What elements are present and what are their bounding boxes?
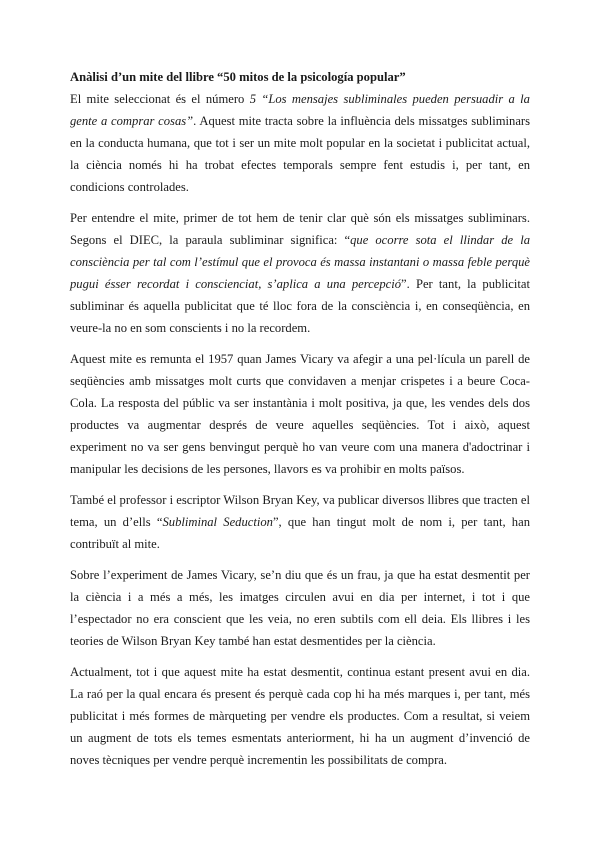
paragraph-2 xyxy=(70,207,530,339)
document-page xyxy=(70,66,530,780)
text: Actualment, tot i que aquest mite ha estat desmentit, continua estant present avui en dia. La raó per la qual encara és present és perquè cada cop hi ha més marques i, per tant, més publicitat i més formes de màrqueting per vendre els productes. Com a resultat, si veiem un augment de tots els temes esmentats anteriorment, hi ha un augment d’invenció de noves tècniques per vendre perquè incrementin les possibilitats de compra. xyxy=(70,665,530,767)
text: Sobre l’experiment de James Vicary, se’n diu que és un frau, ja que ha estat desmentit per la ciència i a més a més, les imatges circulen avui en dia per internet, i tot i que l’espectador no era conscient que les veia, no eren subtils com ell deia. Els llibres i les teories de Wilson Bryan Key també han estat desmentides per la ciència. xyxy=(70,568,530,648)
text: ”. Per tant, la publicitat subliminar és aquella publicitat que té lloc fora de la consciència i, en conseqüència, en veure-la no en som conscients i no la recordem. xyxy=(70,277,530,335)
text: També el professor i escriptor Wilson Bryan Key, va publicar diversos llibres que tracten el tema, un d’ells “ xyxy=(70,493,530,529)
definition-italic: que ocorre sota el llindar de la consciència per tal com l’estímul que el provoca és massa instantani o massa feble perquè pugui ésser recordat i conscienciat, s’aplica a una percepció xyxy=(70,233,530,291)
paragraph-6 xyxy=(70,661,530,771)
paragraph-1 xyxy=(70,88,530,198)
text: . Aquest mite tracta sobre la influència dels missatges subliminars en la conducta humana, que tot i ser un mite molt popular en la societat i publicitat actual, la ciència només hi ha trobat efectes temporals sempre fent estudis i, per tant, en condicions controlades. xyxy=(70,114,530,194)
paragraph-3 xyxy=(70,348,530,480)
paragraph-5 xyxy=(70,564,530,652)
quote-italic: 5 “Los mensajes subliminales pueden persuadir a la gente a comprar cosas” xyxy=(70,92,530,128)
book-title-italic: Subliminal Seduction xyxy=(162,515,273,529)
text: Aquest mite es remunta el 1957 quan James Vicary va afegir a una pel·lícula un parell de seqüències amb missatges molt curts que convidaven a menjar crispetes i a beure Coca-Cola. La resposta del públic va ser instantània i molt positiva, ja que, les vendes dels dos productes va augmentar després de veure aquelles seqüències. Tot i això, aquest experiment no va ser gens benvingut perquè ho van veure com una manera d'adoctrinar i manipular les decisions de les persones, llavors es va prohibir en molts països. xyxy=(70,352,530,476)
text: Per entendre el mite, primer de tot hem de tenir clar què són els missatges subliminars. Segons el DIEC, la paraula subliminar significa: “ xyxy=(70,211,530,247)
document-title: Anàlisi d’un mite del llibre “50 mitos de la psicología popular” xyxy=(70,70,406,84)
text: ”, que han tingut molt de nom i, per tant, han contribuït al mite. xyxy=(70,515,530,551)
text: El mite seleccionat és el número xyxy=(70,92,250,106)
paragraph-4 xyxy=(70,489,530,555)
